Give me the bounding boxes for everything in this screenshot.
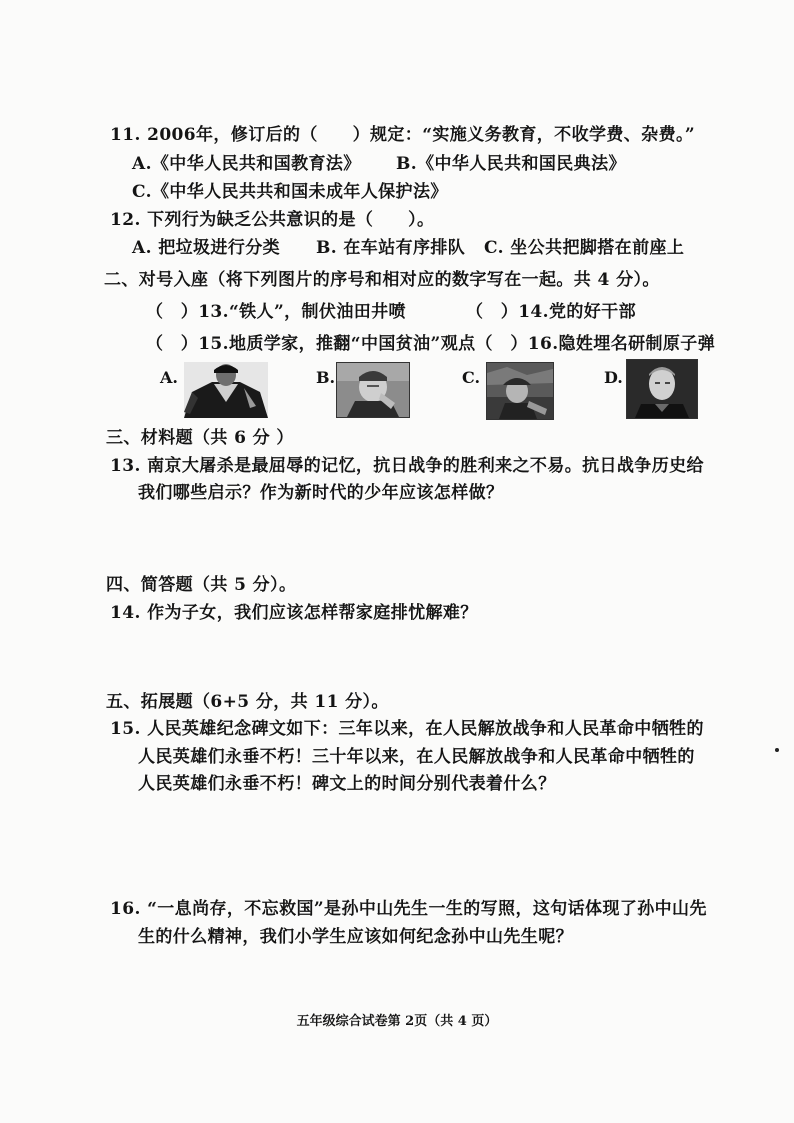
q12-option-c: C. 坐公共把脚搭在前座上: [484, 238, 685, 258]
match-item-15-16: （ ）15.地质学家，推翻“中国贫油”观点（ ）16.隐姓埋名研制原子弹: [146, 334, 716, 354]
portrait-photo-d: [626, 359, 698, 419]
section-5-heading: 五、拓展题（6+5 分，共 11 分）。: [106, 692, 389, 712]
scan-speck: [775, 748, 779, 752]
q14-line: 14. 作为子女，我们应该怎样帮家庭排忧解难？: [110, 603, 478, 623]
q11-option-b: B.《中华人民共和国民典法》: [396, 154, 626, 174]
q13-line-1: 13. 南京大屠杀是最屈辱的记忆，抗日战争的胜利来之不易。抗日战争历史给: [110, 456, 704, 476]
photo-label-b: B.: [316, 368, 336, 387]
photo-label-d: D.: [604, 368, 623, 387]
q16-line-1: 16. “一息尚存，不忘救国”是孙中山先生一生的写照，这句话体现了孙中山先: [110, 899, 707, 919]
photo-label-a: A.: [160, 368, 178, 387]
portrait-photo-a: [184, 362, 268, 418]
portrait-photo-c: [486, 362, 554, 420]
q15-line-3: 人民英雄们永垂不朽！碑文上的时间分别代表着什么？: [138, 774, 556, 794]
q16-line-2: 生的什么精神，我们小学生应该如何纪念孙中山先生呢？: [138, 927, 573, 947]
section-4-heading: 四、简答题（共 5 分）。: [106, 575, 297, 595]
section-2-heading: 二、对号入座（将下列图片的序号和相对应的数字写在一起。共 4 分）。: [104, 270, 660, 290]
page-footer: 五年级综合试卷第 2页（共 4 页）: [296, 1014, 498, 1029]
q12-stem: 12. 下列行为缺乏公共意识的是（ ）。: [110, 210, 435, 230]
q15-line-2: 人民英雄们永垂不朽！三十年以来，在人民解放战争和人民革命中牺牲的: [138, 747, 695, 767]
q11-stem: 11. 2006年，修订后的（ ）规定：“实施义务教育，不收学费、杂费。”: [110, 125, 696, 145]
photo-label-c: C.: [462, 368, 481, 387]
match-item-13: （ ）13.“铁人”，制伏油田井喷: [146, 302, 406, 322]
match-item-14: （ ）14.党的好干部: [466, 302, 636, 322]
q12-option-a: A. 把垃圾进行分类: [132, 238, 281, 258]
section-3-heading: 三、材料题（共 6 分 ）: [106, 428, 294, 448]
q11-option-c: C.《中华人民共共和国未成年人保护法》: [132, 182, 448, 202]
q11-option-a: A.《中华人民共和国教育法》: [132, 154, 361, 174]
portrait-photo-b: [336, 362, 410, 418]
q13-line-2: 我们哪些启示？作为新时代的少年应该怎样做？: [138, 483, 504, 503]
q15-line-1: 15. 人民英雄纪念碑文如下：三年以来，在人民解放战争和人民革命中牺牲的: [110, 719, 704, 739]
q12-option-b: B. 在车站有序排队: [316, 238, 466, 258]
